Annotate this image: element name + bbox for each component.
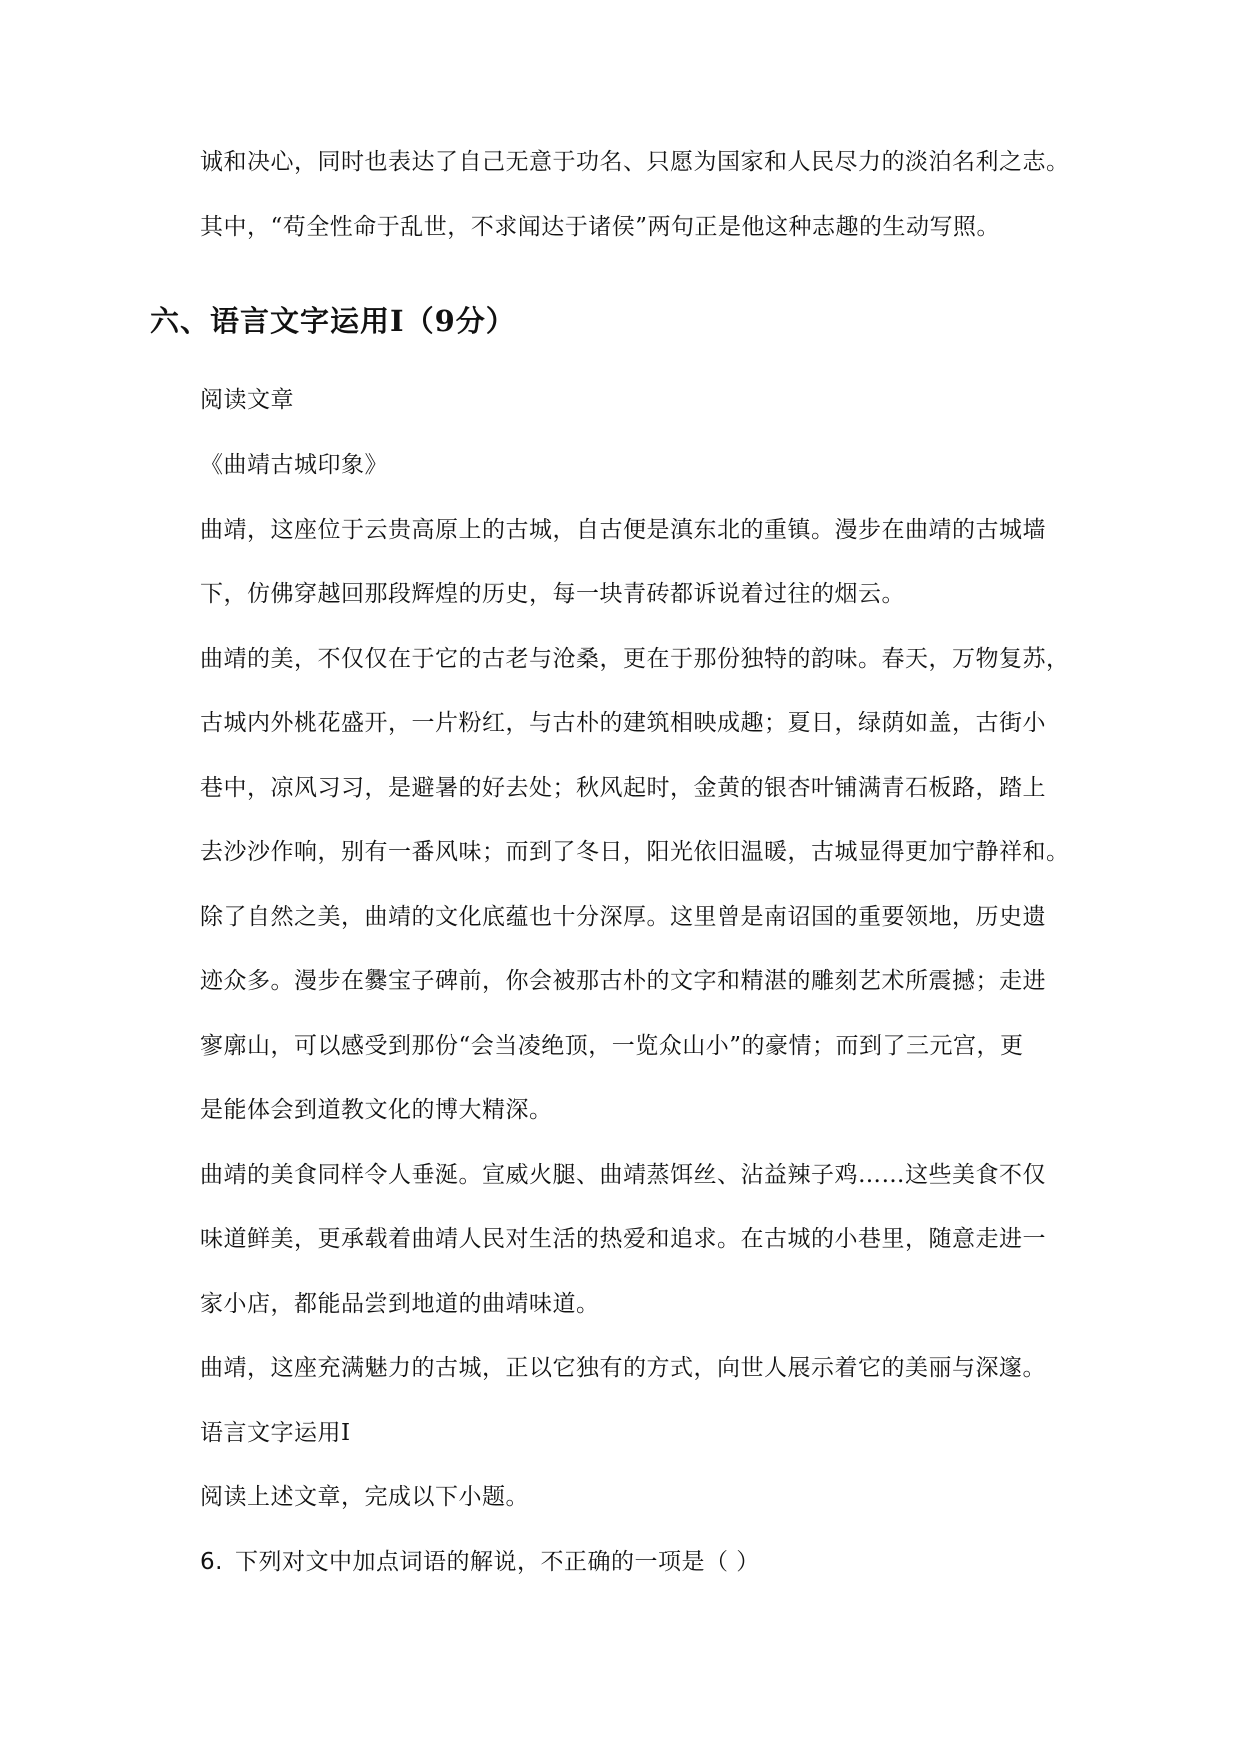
- intro-line-1: 诚和决心，同时也表达了自己无意于功名、只愿为国家和人民尽力的淡泊名利之志。: [200, 149, 1070, 175]
- question-6: [200, 1546, 1090, 1578]
- article-line: 下，仿佛穿越回那段辉煌的历史，每一块青砖都诉说着过往的烟云。: [200, 581, 905, 607]
- question-number: 6.: [200, 1549, 223, 1575]
- article-line: 寥廓山，可以感受到那份“会当凌绝顶，一览众山小”的豪情；而到了三元宫，更: [200, 1033, 1024, 1059]
- article-line: 家小店，都能品尝到地道的曲靖味道。: [200, 1291, 600, 1317]
- article-line: 曲靖的美，不仅仅在于它的古老与沧桑，更在于那份独特的韵味。春天，万物复苏，: [200, 646, 1070, 672]
- task-instruction: 阅读上述文章，完成以下小题。: [200, 1484, 529, 1510]
- article-line: 曲靖，这座位于云贵高原上的古城，自古便是滇东北的重镇。漫步在曲靖的古城墙: [200, 517, 1046, 543]
- task-label: 语言文字运用Ⅰ: [200, 1420, 351, 1446]
- article-line: 是能体会到道教文化的博大精深。: [200, 1097, 553, 1123]
- article-line: 曲靖，这座充满魅力的古城，正以它独有的方式，向世人展示着它的美丽与深邃。: [200, 1355, 1046, 1381]
- article-line: 迹众多。漫步在爨宝子碑前，你会被那古朴的文字和精湛的雕刻艺术所震撼；走进: [200, 968, 1046, 994]
- article-line: 巷中，凉风习习，是避暑的好去处；秋风起时，金黄的银杏叶铺满青石板路，踏上: [200, 775, 1046, 801]
- intro-line-2: 其中，“苟全性命于乱世，不求闻达于诸侯”两句正是他这种志趣的生动写照。: [200, 214, 1001, 240]
- article-line: 古城内外桃花盛开，一片粉红，与古朴的建筑相映成趣；夏日，绿荫如盖，古街小: [200, 710, 1046, 736]
- article-line: 除了自然之美，曲靖的文化底蕴也十分深厚。这里曾是南诏国的重要领地，历史遗: [200, 904, 1046, 930]
- section-heading: 六、语言文字运用Ⅰ（9分）: [150, 304, 516, 338]
- article-line: 曲靖的美食同样令人垂涎。宣威火腿、曲靖蒸饵丝、沾益辣子鸡……这些美食不仅: [200, 1162, 1046, 1188]
- article-line: 味道鲜美，更承载着曲靖人民对生活的热爱和追求。在古城的小巷里，随意走进一: [200, 1226, 1046, 1252]
- article-line: 去沙沙作响，别有一番风味；而到了冬日，阳光依旧温暖，古城显得更加宁静祥和。: [200, 839, 1070, 865]
- article-prompt: 阅读文章: [200, 387, 294, 413]
- article-title: 《曲靖古城印象》: [200, 452, 388, 478]
- question-text: 下列对文中加点词语的解说，不正确的一项是（ ）: [234, 1549, 760, 1575]
